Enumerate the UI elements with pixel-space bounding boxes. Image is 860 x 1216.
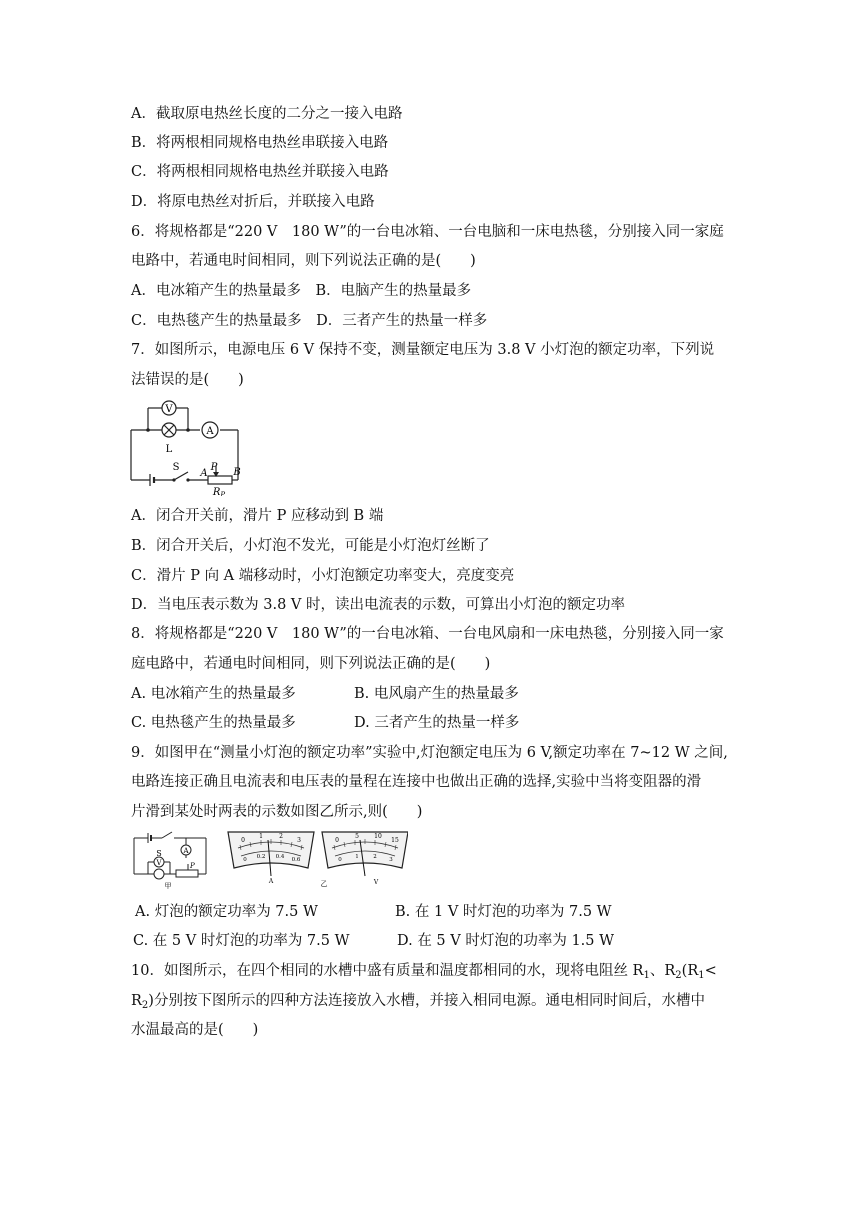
- q7-lamp-label: L: [165, 444, 173, 455]
- q9-figure: [128, 828, 408, 892]
- q7-end-a-label: A: [200, 468, 208, 479]
- q7-end-b-label: B: [233, 467, 241, 478]
- q9-ammeter-dial: [228, 832, 314, 885]
- q9-stem-line1: 9．如图甲在“测量小灯泡的额定功率”实验中,灯泡额定电压为 6 V,额定功率在 7~12 W 之间,: [131, 745, 728, 761]
- q6-stem-line2: 电路中，若通电时间相同，则下列说法正确的是( ): [131, 253, 476, 269]
- q9-ammeter-bottom-3: 0.6: [291, 857, 301, 863]
- q7-switch-label: S: [172, 462, 180, 473]
- q9-voltmeter-symbol: V: [156, 859, 162, 867]
- q9-voltmeter-top-0: 0: [335, 837, 339, 844]
- q8-stem-line2: 庭电路中，若通电时间相同，则下列说法正确的是( ): [131, 656, 491, 672]
- q8-option-c: C. 电热毯产生的热量最多: [131, 715, 296, 731]
- q9-ammeter-bottom-1: 0.2: [256, 854, 266, 860]
- q7-ammeter-label: A: [206, 426, 214, 437]
- q9-voltmeter-top-1: 5: [355, 833, 359, 840]
- q9-option-d: D. 在 5 V 时灯泡的功率为 1.5 W: [397, 933, 615, 949]
- q9-voltmeter-unit: V: [373, 879, 379, 886]
- q9-voltmeter-bottom-2: 2: [373, 854, 377, 860]
- q10-stem-line2: $R_2$)分别按下图所示的四种方法连接放入水槽，并接入相同电源。通电相同时间后，水槽中: [131, 993, 705, 1011]
- q9-ammeter-top-3: 3: [297, 837, 301, 844]
- q5-option-c: C．将两根相同规格电热丝并联接入电路: [131, 164, 389, 180]
- q8-option-a: A. 电冰箱产生的热量最多: [131, 686, 296, 702]
- q5-option-d: D．将原电热丝对折后，并联接入电路: [131, 194, 375, 210]
- q8-option-d: D. 三者产生的热量一样多: [354, 715, 520, 731]
- q9-ammeter-bottom-2: 0.4: [275, 854, 285, 860]
- q9-stem-line2: 电路连接正确且电流表和电压表的量程在连接中也做出正确的选择,实验中当将变阻器的滑: [131, 774, 702, 790]
- q9-label-yi: 乙: [320, 880, 328, 888]
- q7-option-b: B．闭合开关后，小灯泡不发光，可能是小灯泡灯丝断了: [131, 538, 490, 554]
- q9-stem-line3: 片滑到某处时两表的示数如图乙所示,则( ): [131, 804, 423, 820]
- q9-ammeter-top-0: 0: [241, 837, 245, 844]
- q9-switch-label: S: [156, 849, 162, 858]
- q6-options-line2: C．电热毯产生的热量最多 D．三者产生的热量一样多: [131, 313, 488, 329]
- q9-ammeter-top-1: 1: [259, 833, 263, 840]
- q7-circuit-diagram: [128, 396, 246, 496]
- q7-option-d: D．当电压表示数为 3.8 V 时，读出电流表的示数，可算出小灯泡的额定功率: [131, 597, 625, 613]
- q9-slider-label: P: [190, 862, 195, 870]
- q9-voltmeter-top-3: 15: [391, 837, 399, 844]
- q9-voltmeter-dial: [322, 832, 408, 886]
- q7-option-c: C．滑片 P 向 A 端移动时，小灯泡额定功率变大，亮度变亮: [131, 568, 515, 584]
- q8-stem-line1: 8．将规格都是“220 V 180 W”的一台电冰箱、一台电风扇和一床电热毯，分别接入同一家: [131, 626, 724, 642]
- q8-option-b: B. 电风扇产生的热量最多: [354, 686, 519, 702]
- q9-label-jia: 甲: [164, 882, 172, 890]
- q10-stem-line3: 水温最高的是( ): [131, 1022, 259, 1038]
- q9-voltmeter-bottom-3: 3: [389, 857, 393, 863]
- q7-stem-line2: 法错误的是( ): [131, 372, 244, 388]
- q7-rheostat-label: $R_P$: [212, 487, 226, 496]
- q9-option-c: C. 在 5 V 时灯泡的功率为 7.5 W: [133, 933, 350, 949]
- q6-stem-line1: 6．将规格都是“220 V 180 W”的一台电冰箱、一台电脑和一床电热毯，分别接入同一家庭: [131, 224, 724, 240]
- q7-stem-line1: 7．如图所示，电源电压 6 V 保持不变，测量额定电压为 3.8 V 小灯泡的额定功率，下列说: [131, 342, 715, 358]
- q9-ammeter-top-2: 2: [279, 833, 283, 840]
- q9-option-b: B. 在 1 V 时灯泡的功率为 7.5 W: [395, 904, 612, 920]
- q5-option-b: B．将两根相同规格电热丝串联接入电路: [131, 135, 389, 151]
- q7-option-a: A．闭合开关前，滑片 P 应移动到 B 端: [131, 508, 384, 524]
- q9-ammeter-unit: A: [268, 878, 274, 885]
- q5-option-a: A．截取原电热丝长度的二分之一接入电路: [131, 106, 403, 122]
- q10-stem-line1: 10．如图所示，在四个相同的水槽中盛有质量和温度都相同的水，现将电阻丝 $R_1$、$R_2(R_1<$: [131, 963, 717, 981]
- q9-voltmeter-bottom-0: 0: [338, 857, 342, 863]
- q9-ammeter-bottom-0: 0: [243, 857, 247, 863]
- q7-voltmeter-label: V: [165, 404, 173, 415]
- q9-voltmeter-bottom-1: 1: [355, 854, 359, 860]
- q9-voltmeter-top-2: 10: [374, 833, 382, 840]
- q6-options-line1: A．电冰箱产生的热量最多 B．电脑产生的热量最多: [131, 283, 472, 299]
- q9-ammeter-symbol: A: [183, 847, 189, 855]
- q9-option-a: A. 灯泡的额定功率为 7.5 W: [135, 904, 318, 920]
- q7-slider-p-label: P: [210, 462, 218, 473]
